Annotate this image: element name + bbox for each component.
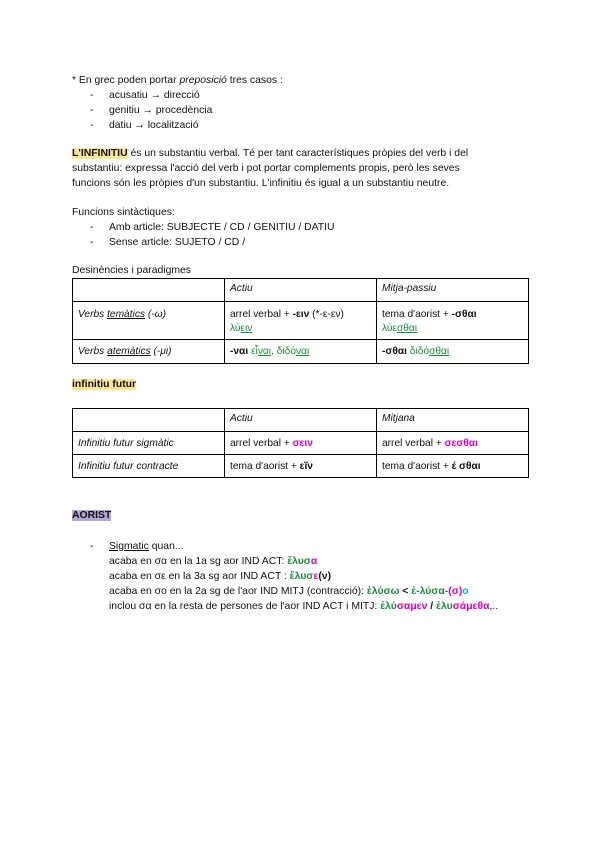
list-item: - Sigmatic quan... (72, 539, 528, 554)
table-row: Verbs atemàtics (-μι) -ναι εἶναι, διδόναι -σθαι διδόσθαι (73, 340, 529, 364)
table-header: Mitjana (377, 409, 529, 432)
table-header: Actiu (225, 409, 377, 432)
endings-table (72, 278, 529, 364)
table-row: Infinitiu futur contracte tema d'aorist + εῖν tema d'aorist + έ σθαι (73, 455, 529, 478)
table1-caption: Desinències i paradigmes (72, 265, 191, 276)
syntactic-functions (72, 205, 528, 250)
list-item: - datiu → localització (72, 118, 528, 133)
aorist-line-3: acaba en σο en la 2a sg de l'aor IND MITJ (contracció): ἐλύσω < ἐ-λύσα-(σ)ο (109, 586, 469, 597)
table-header (73, 279, 225, 302)
cases-note-intro: * En grec poden portar preposició tres casos : (72, 75, 283, 86)
syntactic-title: Funcions sintàctiques: (72, 207, 175, 218)
aorist-heading: AORIST (72, 510, 112, 521)
list-item: - genitiu → procedència (72, 103, 528, 118)
list-item: - acusatiu → direcció (72, 88, 528, 103)
table-row: Infinitiu futur sigmàtic arrel verbal + σειν arrel verbal + σεσθαι (73, 432, 529, 455)
table-header: Actiu (225, 279, 377, 302)
future-heading: infinitiu futur (72, 379, 137, 390)
aorist-line-1: acaba en σα en la 1a sg aor IND ACT: ἔλυσα (109, 556, 318, 567)
table-row: Verbs temàtics (-ω) arrel verbal + -ειν (*-ε-εν) λύειν tema d'aorist + -σθαι λύεσθαι (73, 302, 529, 340)
aorist-line-2: acaba en σε en la 3a sg aor IND ACT : ἔλυσε(ν) (109, 571, 332, 582)
future-table (72, 408, 529, 478)
table-header (73, 409, 225, 432)
infinitive-highlight: L'INFINITIU (72, 148, 128, 159)
infinitive-intro: L'INFINITIU és un substantiu verbal. Té per tant característiques pròpies del verb i del substantiu: expressa l'acció del verb i pot portar complements propis, però les seves funcions són les pròpies d'un substantiu. L'infinitiu és igual a un substantiu neutre. (72, 148, 469, 189)
cases-note (72, 73, 528, 133)
aorist-line-4: inclou σα en la resta de persones de l'aor IND ACT i MITJ: ἐλύσαμεν / ἐλυσάμεθα,.. (109, 601, 499, 612)
list-item: - Sense article: SUJETO / CD / (72, 235, 528, 250)
list-item: - Amb article: SUBJECTE / CD / GENITIU / DATIU (72, 220, 528, 235)
aorist-list (72, 539, 528, 614)
table-header: Mitja-passiu (377, 279, 529, 302)
